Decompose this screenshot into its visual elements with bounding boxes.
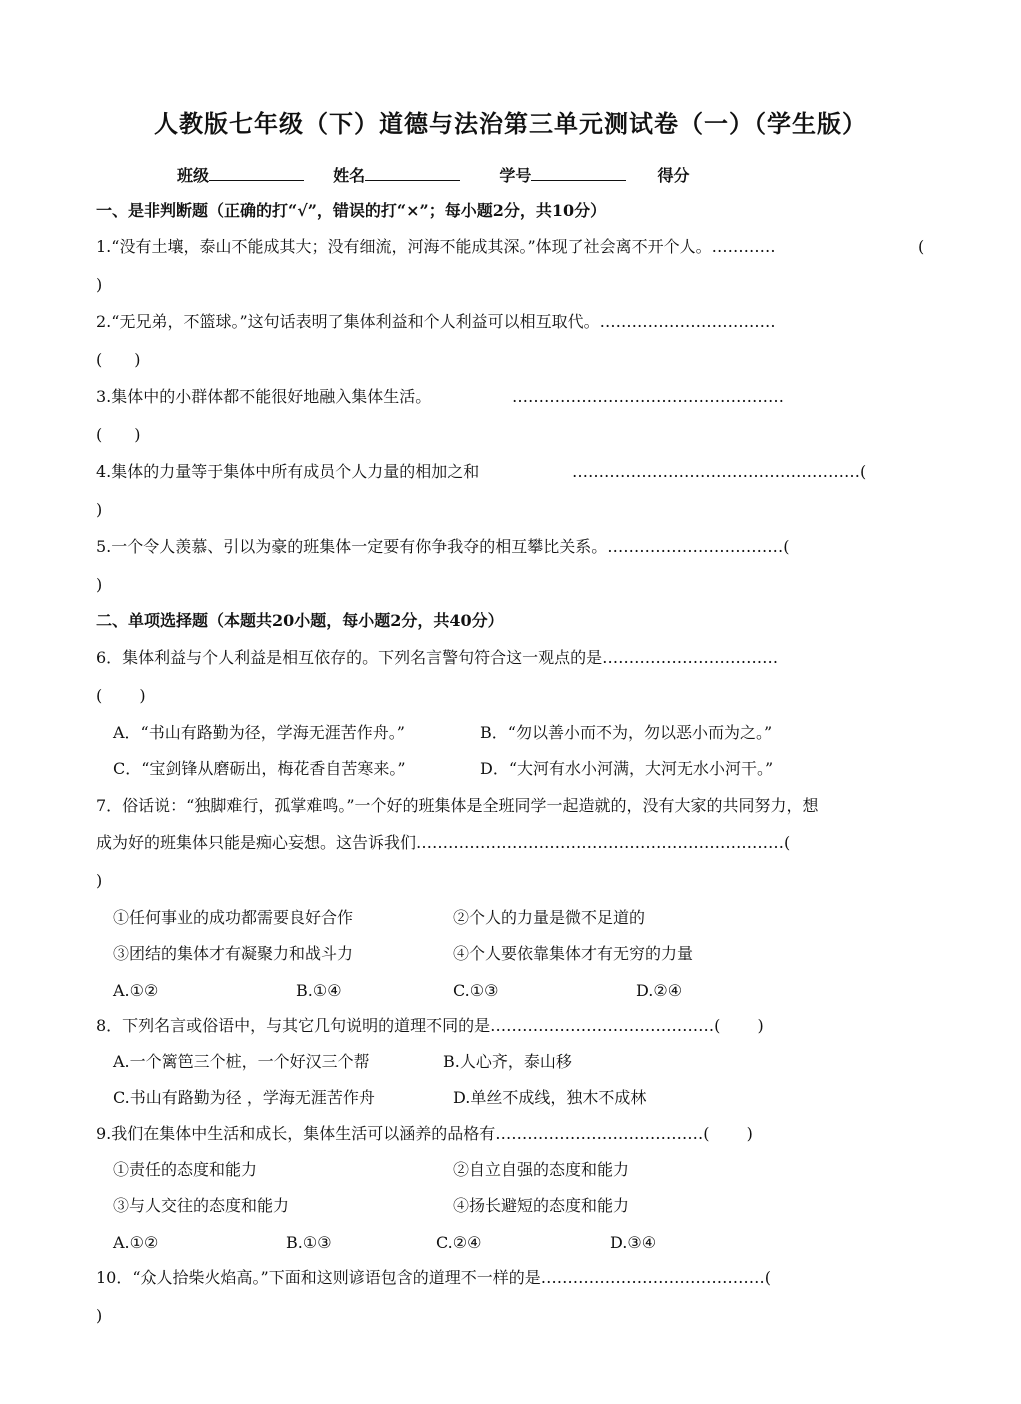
question-6-option-c: C．“宝剑锋从磨砺出，梅花香自苦寒来。” bbox=[113, 759, 406, 778]
question-4: 4.集体的力量等于集体中所有成员个人力量的相加之和 bbox=[96, 462, 480, 481]
question-6: 6．集体利益与个人利益是相互依存的。下列名言警句符合这一观点的是…………………………… bbox=[96, 648, 779, 667]
class-blank bbox=[209, 164, 304, 181]
question-4-paren-close: ) bbox=[96, 500, 103, 519]
question-4-dots: ………………………………………………( bbox=[572, 462, 867, 481]
question-8-option-d: D.单丝不成线，独木不成林 bbox=[453, 1088, 647, 1107]
question-2-paren: ( ) bbox=[96, 350, 141, 369]
question-8-option-a: A.一个篱笆三个桩，一个好汉三个帮 bbox=[113, 1052, 370, 1071]
question-1-paren-close: ) bbox=[96, 275, 103, 294]
question-7-option-c: C.①③ bbox=[453, 981, 499, 1000]
question-7-item-1: ①任何事业的成功都需要良好合作 bbox=[113, 908, 354, 927]
question-7-option-d: D.②④ bbox=[636, 981, 683, 1000]
question-5-paren-close: ) bbox=[96, 575, 103, 594]
question-9-option-a: A.①② bbox=[113, 1233, 159, 1252]
question-2: 2.“无兄弟，不篮球。”这句话表明了集体利益和个人利益可以相互取代。…………………………… bbox=[96, 312, 776, 331]
score-label: 得分 bbox=[657, 166, 690, 185]
question-9-item-4: ④扬长避短的态度和能力 bbox=[453, 1196, 630, 1215]
question-7-option-a: A.①② bbox=[113, 981, 159, 1000]
question-7-line2: 成为好的班集体只能是痴心妄想。这告诉我们……………………………………………………………( bbox=[96, 833, 791, 852]
question-7-paren-close: ) bbox=[96, 871, 103, 890]
question-3-paren: ( ) bbox=[96, 425, 141, 444]
question-8-option-c: C.书山有路勤为径 ，学海无涯苦作舟 bbox=[113, 1088, 375, 1107]
question-9-option-b: B.①③ bbox=[286, 1233, 332, 1252]
question-9: 9.我们在集体中生活和成长，集体生活可以涵养的品格有…………………………………( ) bbox=[96, 1124, 753, 1143]
question-6-option-b: B．“勿以善小而不为，勿以恶小而为之。” bbox=[480, 723, 773, 742]
question-8-option-b: B.人心齐，泰山移 bbox=[443, 1052, 572, 1071]
name-blank bbox=[365, 164, 460, 181]
id-label: 学号 bbox=[499, 166, 532, 185]
question-10: 10．“众人拾柴火焰高。”下面和这则谚语包含的道理不一样的是……………………………………( bbox=[96, 1268, 771, 1287]
question-3: 3.集体中的小群体都不能很好地融入集体生活。 bbox=[96, 387, 432, 406]
question-1: 1.“没有土壤，泰山不能成其大；没有细流，河海不能成其深。”体现了社会离不开个人。………… bbox=[96, 237, 776, 256]
page-title: 人教版七年级（下）道德与法治第三单元测试卷（一）（学生版） bbox=[154, 109, 867, 138]
question-10-paren-close: ) bbox=[96, 1306, 103, 1325]
question-7-item-2: ②个人的力量是微不足道的 bbox=[453, 908, 646, 927]
student-info-row bbox=[177, 163, 690, 186]
class-label: 班级 bbox=[177, 166, 210, 185]
id-blank bbox=[531, 164, 626, 181]
question-9-item-1: ①责任的态度和能力 bbox=[113, 1160, 258, 1179]
question-9-option-c: C.②④ bbox=[436, 1233, 482, 1252]
question-9-option-d: D.③④ bbox=[610, 1233, 657, 1252]
name-label: 姓名 bbox=[333, 166, 366, 185]
question-9-item-2: ②自立自强的态度和能力 bbox=[453, 1160, 630, 1179]
section2-heading: 二、单项选择题（本题共20小题，每小题2分，共40分） bbox=[96, 611, 504, 630]
question-9-item-3: ③与人交往的态度和能力 bbox=[113, 1196, 290, 1215]
question-1-paren-open: ( bbox=[918, 237, 925, 256]
question-7-line1: 7．俗话说：“独脚难行，孤掌难鸣。”一个好的班集体是全班同学一起造就的，没有大家的共同努力，想 bbox=[96, 796, 819, 815]
section1-heading: 一、是非判断题（正确的打“√”，错误的打“×”；每小题2分，共10分） bbox=[96, 201, 607, 220]
question-7-item-4: ④个人要依靠集体才有无穷的力量 bbox=[453, 944, 694, 963]
question-8: 8．下列名言或俗语中，与其它几句说明的道理不同的是……………………………………( ) bbox=[96, 1016, 764, 1035]
question-7-item-3: ③团结的集体才有凝聚力和战斗力 bbox=[113, 944, 354, 963]
question-6-option-d: D．“大河有水小河满，大河无水小河干。” bbox=[480, 759, 774, 778]
question-3-dots: …………………………………………… bbox=[512, 387, 784, 406]
question-6-paren: ( ) bbox=[96, 686, 146, 705]
question-7-option-b: B.①④ bbox=[296, 981, 342, 1000]
question-5: 5.一个令人羡慕、引以为豪的班集体一定要有你争我夺的相互攀比关系。……………………………( bbox=[96, 537, 790, 556]
question-6-option-a: A．“书山有路勤为径，学海无涯苦作舟。” bbox=[113, 723, 405, 742]
